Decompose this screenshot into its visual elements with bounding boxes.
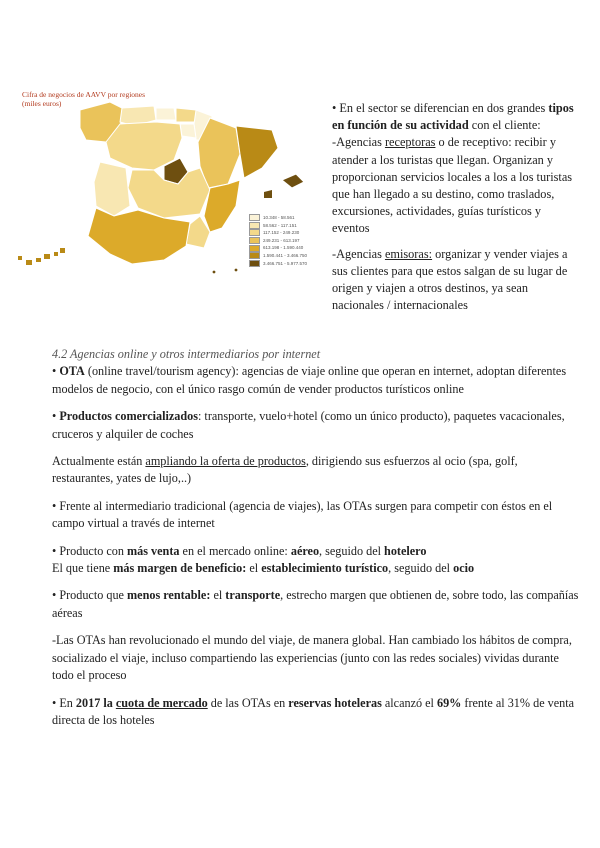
text: o de receptivo: recibir y atender a los turistas que llegan. Organizan y proporcionan servicios locales a los a los turistas que han llegado a su destino, como traslados, excursiones, actividades, guías turísticos y eventos xyxy=(332,135,573,236)
least-profitable-paragraph xyxy=(52,587,580,622)
legend-label: 249.231 - 613.197 xyxy=(263,237,300,243)
legend-item xyxy=(249,244,307,252)
text: • Producto con xyxy=(52,543,128,558)
map-title-line1: Cifra de negocios de AAVV por regiones xyxy=(22,90,146,99)
text: • xyxy=(52,364,60,379)
spain-region-map xyxy=(14,88,316,284)
text: -Agencias xyxy=(332,135,385,150)
legend-label: 58.562 - 117.151 xyxy=(263,222,297,228)
bold-text: OTA xyxy=(59,364,85,379)
bold-text: más margen de beneficio: xyxy=(113,561,247,576)
legend-swatch xyxy=(249,260,260,267)
legend-swatch xyxy=(249,222,260,229)
text: • En el sector se diferencian en dos grandes xyxy=(332,101,549,115)
map-title xyxy=(22,90,145,108)
section-heading: 4.2 Agencias online y otros intermediarios por internet xyxy=(52,347,321,361)
text: • En xyxy=(52,695,76,710)
text: organizar y vender viajes a sus clientes para que estos salgan de su lugar de origen y viajen a otros destinos, ya sean nacionales / internacionales xyxy=(332,246,568,313)
legend-swatch xyxy=(249,245,260,252)
bold-text: tipos en función de su actividad xyxy=(332,101,574,133)
text: frente al 31% de venta directa de los hoteles xyxy=(52,695,575,727)
legend-swatch xyxy=(249,252,260,259)
text: : transporte, vuelo+hotel (como un único producto), paquetes vacacionales, cruceros y alquiler de coches xyxy=(52,409,565,441)
text: el xyxy=(246,561,262,576)
legend-item xyxy=(249,229,307,237)
text: , dirigiendo sus esfuerzos al ocio (spa, golf, restaurantes, yates de lujo,..) xyxy=(52,454,518,486)
market-share-paragraph xyxy=(52,695,580,730)
text: en el mercado online: xyxy=(179,543,291,558)
map-title-line2: (miles euros) xyxy=(22,99,62,108)
bold-text: aéreo xyxy=(290,543,320,558)
emisoras-paragraph xyxy=(332,246,580,315)
underlined-text: receptoras xyxy=(384,135,436,150)
bold-text: menos rentable: xyxy=(127,588,211,603)
legend-label: 3.466.751 - 5.977.570 xyxy=(263,260,308,266)
bold-underlined-text: cuota de mercado xyxy=(115,695,208,710)
products-paragraph xyxy=(52,408,580,443)
legend-label: 613.198 - 1.590.440 xyxy=(263,245,304,251)
map-legend xyxy=(249,214,307,267)
traditional-comparison-paragraph: • Frente al intermediario tradicional (agencia de viajes), las OTAs surgen para competir con éstos en el campo virtual a través de internet xyxy=(52,498,553,531)
bold-text: transporte xyxy=(225,588,281,603)
revolution-paragraph: -Las OTAs han revolucionado el mundo del viaje, de manera global. Han cambiado los hábitos de compra, socializado el viaje, incluso compartiendo las experiencias (junto con las redes sociales) vividas durante todo el proceso xyxy=(52,633,572,683)
text: con el cliente: xyxy=(468,118,541,133)
legend-swatch xyxy=(249,237,260,244)
receptoras-paragraph xyxy=(332,134,580,237)
text: • xyxy=(52,409,60,424)
intro-column xyxy=(332,100,580,314)
expanding-offer-paragraph xyxy=(52,453,580,488)
legend-label: 1.590.441 - 3.466.750 xyxy=(263,252,308,258)
bold-text: Productos comercializados xyxy=(59,409,198,424)
most-sold-paragraph xyxy=(52,543,580,560)
text: Actualmente están xyxy=(52,454,146,469)
text: , estrecho margen que obtienen de, sobre todo, las compañías aéreas xyxy=(52,588,579,620)
bold-text: reservas hoteleras xyxy=(288,695,382,710)
ota-paragraph xyxy=(52,363,580,398)
text: El que tiene xyxy=(52,561,114,576)
text: alcanzó el xyxy=(381,695,437,710)
online-agencies-section xyxy=(52,346,580,729)
legend-item xyxy=(249,260,307,268)
legend-label: 10.348 - 58.561 xyxy=(263,215,295,220)
bold-text: establecimiento turístico xyxy=(261,561,389,576)
text: el xyxy=(210,588,226,603)
bold-text: 69% xyxy=(436,695,462,710)
text: de las OTAs en xyxy=(207,695,289,710)
underlined-text: emisoras: xyxy=(384,246,433,261)
legend-swatch xyxy=(249,214,260,221)
margin-paragraph xyxy=(52,560,580,577)
text: • Producto que xyxy=(52,588,128,603)
text: (online travel/tourism agency): agencias de viaje online que operan en internet, adoptan diferentes modelos de negocio, con el único rasgo común de vender productos turísticos online xyxy=(52,364,567,396)
text: , seguido del xyxy=(319,543,385,558)
bold-text: 2017 la xyxy=(75,695,113,710)
text: -Agencias xyxy=(332,246,385,261)
legend-swatch xyxy=(249,229,260,236)
legend-item xyxy=(249,214,307,222)
bold-text: hotelero xyxy=(384,543,427,558)
bold-text: más venta xyxy=(127,543,180,558)
legend-item xyxy=(249,222,307,230)
underlined-text: ampliando la oferta de productos xyxy=(145,454,306,469)
intro-types-paragraph xyxy=(332,100,580,134)
legend-item xyxy=(249,252,307,260)
bold-text: ocio xyxy=(453,561,475,576)
legend-item xyxy=(249,237,307,245)
legend-label: 117.152 - 249.230 xyxy=(263,230,300,236)
text: , seguido del xyxy=(388,561,454,576)
